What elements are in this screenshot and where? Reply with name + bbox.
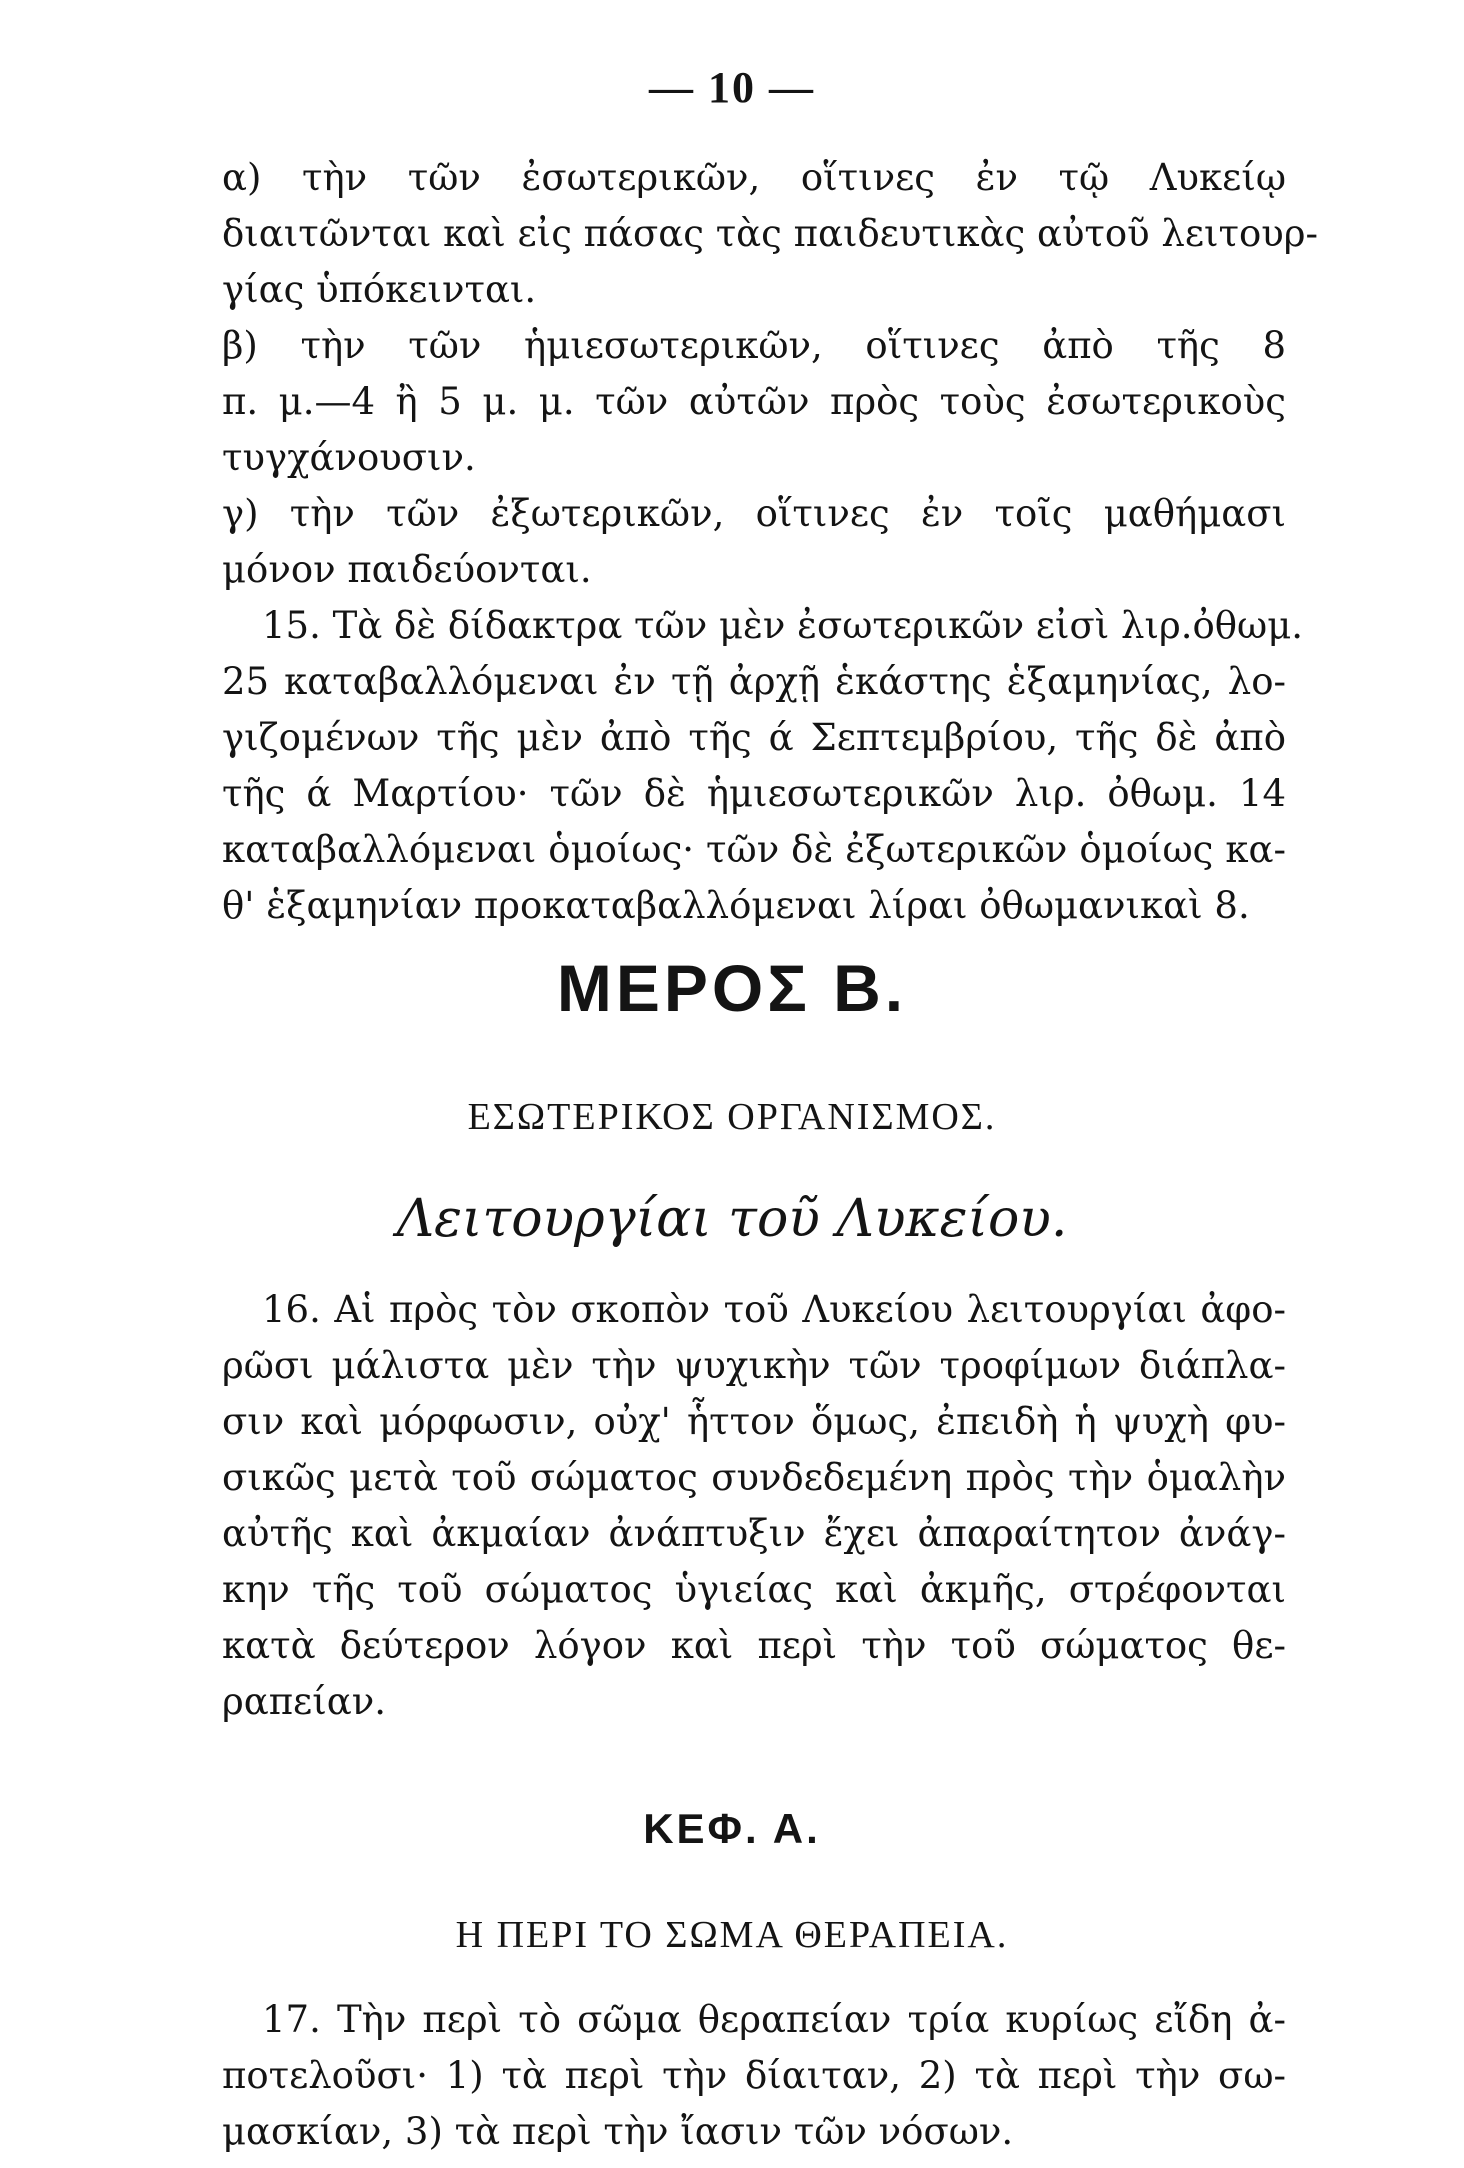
text-line: κατὰ δεύτερον λόγον καὶ περὶ τὴν τοῦ σώματος θε- xyxy=(222,1624,1286,1667)
subsection-heading: Λειτουργίαι τοῦ Λυκείου. xyxy=(396,1189,1068,1249)
text-line: μασκίαν, 3) τὰ περὶ τὴν ἴασιν τῶν νόσων. xyxy=(222,2110,1014,2153)
paragraph-16 xyxy=(222,1282,1286,1730)
text-line: ρῶσι μάλιστα μὲν τὴν ψυχικὴν τῶν τροφίμων διάπλα- xyxy=(222,1344,1286,1387)
text-line: 15. Τὰ δὲ δίδακτρα τῶν μὲν ἐσωτερικῶν εἰσὶ λιρ.ὀθωμ. xyxy=(262,604,1304,647)
text-line: π. μ.—4 ἢ 5 μ. μ. τῶν αὐτῶν πρὸς τοὺς ἐσωτερικοὺς xyxy=(222,380,1286,423)
text-line: θ' ἑξαμηνίαν προκαταβαλλόμεναι λίραι ὀθωμανικαὶ 8. xyxy=(222,884,1250,927)
text-line: 17. Τὴν περὶ τὸ σῶμα θεραπείαν τρία κυρίως εἴδη ἀ- xyxy=(262,1998,1286,2041)
text-line: 25 καταβαλλόμεναι ἐν τῇ ἀρχῇ ἑκάστης ἑξαμηνίας, λο- xyxy=(222,660,1286,703)
chapter-title: Η ΠΕΡΙ ΤΟ ΣΩΜΑ ΘΕΡΑΠΕΙΑ. xyxy=(455,1914,1009,1956)
text-line: διαιτῶνται καὶ εἰς πάσας τὰς παιδευτικὰς αὐτοῦ λειτουρ- xyxy=(222,212,1319,255)
text-line: σιν καὶ μόρφωσιν, οὐχ' ἧττον ὅμως, ἐπειδὴ ἡ ψυχὴ φυ- xyxy=(222,1400,1286,1443)
paragraph-17 xyxy=(222,1992,1286,2160)
text-line: ποτελοῦσι· 1) τὰ περὶ τὴν δίαιταν, 2) τὰ περὶ τὴν σω- xyxy=(222,2054,1286,2097)
paragraph-15 xyxy=(222,598,1304,934)
text-line: αὐτῆς καὶ ἀκμαίαν ἀνάπτυξιν ἔχει ἀπαραίτητον ἀνάγ- xyxy=(222,1512,1286,1555)
text-line: γιζομένων τῆς μὲν ἀπὸ τῆς ά Σεπτεμβρίου, τῆς δὲ ἀπὸ xyxy=(222,716,1286,759)
text-line: σικῶς μετὰ τοῦ σώματος συνδεδεμένη πρὸς τὴν ὁμαλὴν xyxy=(222,1456,1286,1499)
text-line: ραπείαν. xyxy=(222,1680,386,1723)
text-line: καταβαλλόμεναι ὁμοίως· τῶν δὲ ἐξωτερικῶν ὁμοίως κα- xyxy=(222,828,1286,871)
text-line: κην τῆς τοῦ σώματος ὑγιείας καὶ ἀκμῆς, στρέφονται xyxy=(222,1568,1286,1611)
text-line: α) τὴν τῶν ἐσωτερικῶν, οἵτινες ἐν τῷ Λυκείῳ xyxy=(222,156,1286,199)
text-line: μόνον παιδεύονται. xyxy=(222,548,592,591)
text-line: τῆς ά Μαρτίου· τῶν δὲ ἡμιεσωτερικῶν λιρ. ὀθωμ. 14 xyxy=(222,772,1286,815)
text-line: 16. Αἱ πρὸς τὸν σκοπὸν τοῦ Λυκείου λειτουργίαι ἀφο- xyxy=(262,1288,1286,1331)
chapter-heading: ΚΕΦ. Α. xyxy=(643,1805,821,1852)
section-heading: ΕΣΩΤΕΡΙΚΟΣ ΟΡΓΑΝΙΣΜΟΣ. xyxy=(467,1096,997,1138)
text-line: γ) τὴν τῶν ἐξωτερικῶν, οἵτινες ἐν τοῖς μαθήμασι xyxy=(222,492,1286,535)
text-line: γίας ὑπόκεινται. xyxy=(222,268,537,311)
page-number: — 10 — xyxy=(649,63,815,112)
part-heading: ΜΕΡΟΣ Β. xyxy=(556,951,908,1025)
categories-list xyxy=(222,150,1319,598)
text-line: β) τὴν τῶν ἡμιεσωτερικῶν, οἵτινες ἀπὸ τῆς 8 xyxy=(222,324,1286,367)
text-line: τυγχάνουσιν. xyxy=(222,436,476,479)
